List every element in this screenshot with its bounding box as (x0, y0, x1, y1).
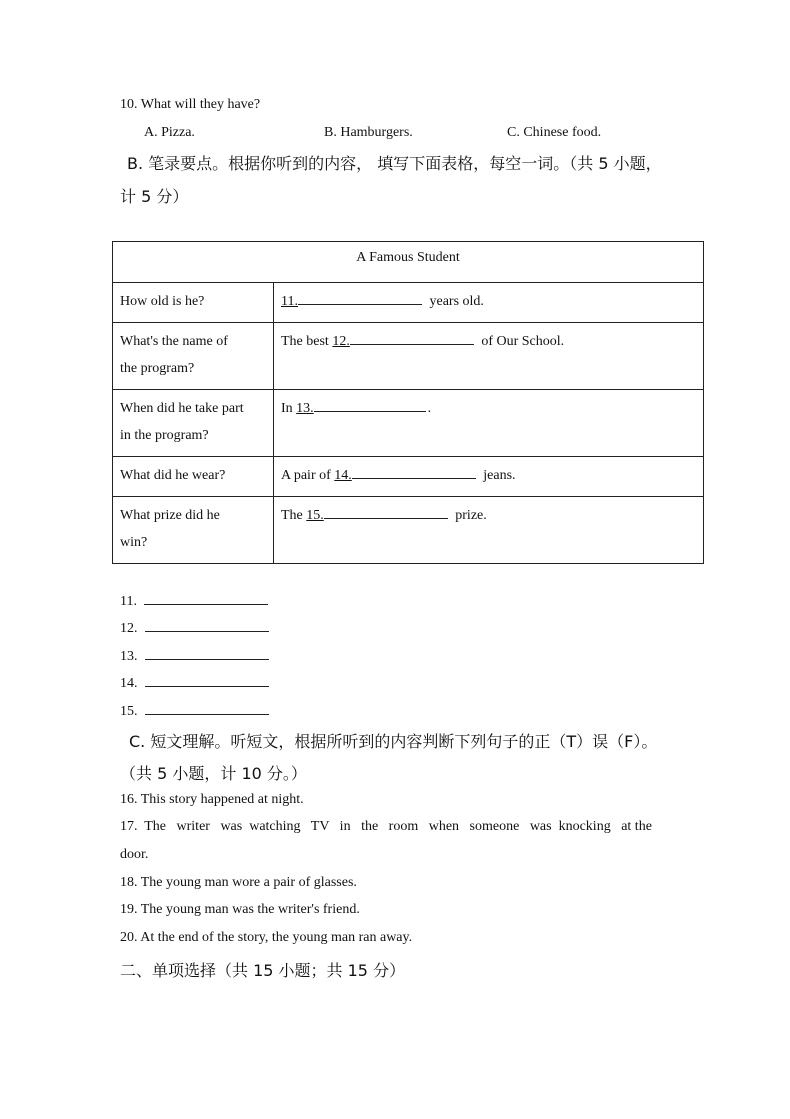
table-answer-cell: A pair of 14. jeans. (274, 457, 704, 497)
blank-number: 14. (334, 468, 480, 483)
table-question: What prize did he win? (113, 497, 274, 564)
answer-line-11[interactable]: 11. (120, 592, 268, 610)
table-question: What's the name of the program? (113, 323, 274, 390)
section-2-heading: 二、单项选择（共 15 小题；共 15 分） (120, 961, 406, 980)
table-title: A Famous Student (113, 242, 704, 283)
table-row (113, 390, 704, 457)
blank-number: 11. (281, 294, 426, 309)
answer-line-12[interactable]: 12. (120, 619, 269, 637)
option-c: C. Chinese food. (507, 125, 602, 140)
section-c-heading-cont: （共 5 小题，计 10 分。） (120, 764, 307, 783)
section-c-heading: C. 短文理解。听短文，根据所听到的内容判断下列句子的正（T）误（F）。 (129, 732, 658, 751)
section-b-heading: B. 笔录要点。根据你听到的内容， 填写下面表格，每空一词。（共 5 小题， (127, 154, 662, 173)
statement-19: 19. The young man was the writer's friend. (120, 902, 360, 917)
option-a: A. Pizza. (144, 125, 195, 140)
blank-number: 13. (296, 401, 428, 416)
table-row (113, 323, 704, 390)
blank-number: 15. (306, 508, 452, 523)
famous-student-table (112, 241, 704, 564)
table-question: How old is he? (113, 283, 274, 323)
statement-16: 16. This story happened at night. (120, 792, 304, 807)
statement-18: 18. The young man wore a pair of glasses. (120, 875, 357, 890)
table-answer-cell: 11. years old. (274, 283, 704, 323)
table-question: When did he take part in the program? (113, 390, 274, 457)
table-answer-cell: The best 12. of Our School. (274, 323, 704, 390)
statement-17-cont: door. (120, 847, 149, 862)
table-answer-cell: The 15. prize. (274, 497, 704, 564)
answer-line-13[interactable]: 13. (120, 647, 269, 665)
table-row (113, 497, 704, 564)
answer-line-15[interactable]: 15. (120, 702, 269, 720)
table-row (113, 457, 704, 497)
question-10: 10. What will they have? (120, 97, 261, 112)
answer-line-14[interactable]: 14. (120, 674, 269, 692)
table-question: What did he wear? (113, 457, 274, 497)
statement-17: 17. The writer was watching TV in the room when someone was knocking at the (120, 819, 652, 834)
blank-number: 12. (332, 334, 478, 349)
table-answer-cell: In 13. . (274, 390, 704, 457)
table-row (113, 283, 704, 323)
option-b: B. Hamburgers. (324, 125, 413, 140)
statement-20: 20. At the end of the story, the young man ran away. (120, 930, 413, 945)
section-b-heading-cont: 计 5 分） (120, 187, 189, 206)
